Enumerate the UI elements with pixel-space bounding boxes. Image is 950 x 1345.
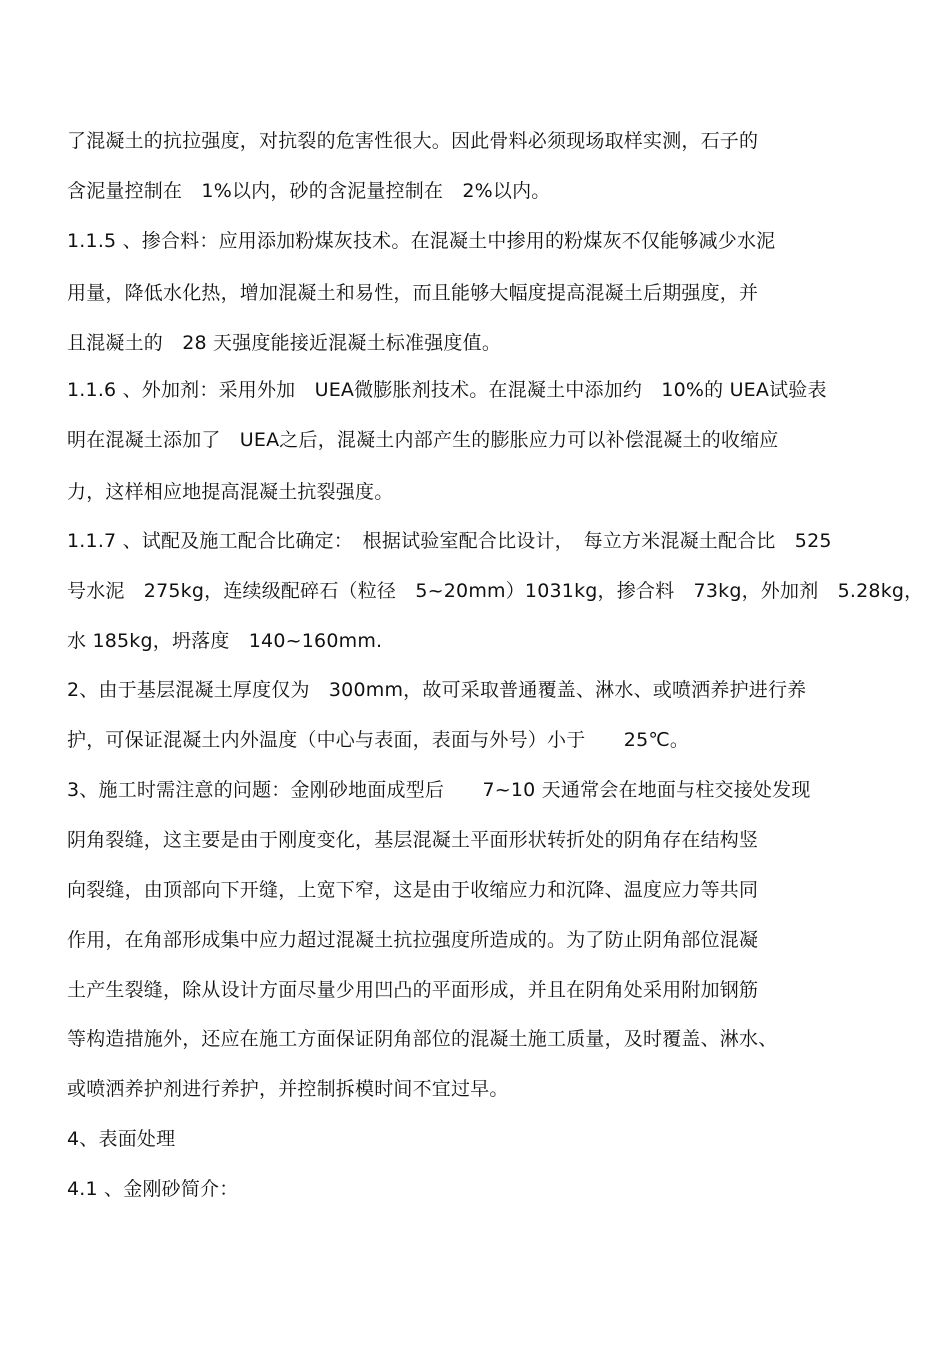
text-line: 1.1.7 、试配及施工配合比确定： 根据试验室配合比设计， 每立方米混凝土配合比 525 <box>67 530 832 552</box>
text-line: 2、由于基层混凝土厚度仅为 300mm，故可采取普通覆盖、淋水、或喷洒养护进行养 <box>67 679 807 701</box>
section-heading: 4、表面处理 <box>67 1128 176 1150</box>
text-line: 且混凝土的 28 天强度能接近混凝土标准强度值。 <box>67 332 502 354</box>
text-line: 用量，降低水化热，增加混凝土和易性，而且能够大幅度提高混凝土后期强度，并 <box>67 282 759 304</box>
text-line: 作用，在角部形成集中应力超过混凝土抗拉强度所造成的。为了防止阴角部位混凝 <box>67 929 759 951</box>
text-line: 水 185kg，坍落度 140~160mm. <box>67 630 383 652</box>
text-line: 号水泥 275kg，连续级配碎石（粒径 5~20mm）1031kg，掺合料 73kg，外加剂 5.28kg， <box>67 580 924 602</box>
text-line: 含泥量控制在 1%以内，砂的含泥量控制在 2%以内。 <box>67 180 551 202</box>
text-line: 3、施工时需注意的问题：金刚砂地面成型后 7~10 天通常会在地面与柱交接处发现 <box>67 779 811 801</box>
text-line: 土产生裂缝，除从设计方面尽量少用凹凸的平面形成，并且在阴角处采用附加钢筋 <box>67 979 759 1001</box>
text-line: 阴角裂缝，这主要是由于刚度变化，基层混凝土平面形状转折处的阴角存在结构竖 <box>67 829 759 851</box>
text-line: 1.1.6 、外加剂：采用外加 UEA微膨胀剂技术。在混凝土中添加约 10%的 UEA试验表 <box>67 379 827 401</box>
subsection-heading: 4.1 、金刚砂简介： <box>67 1178 239 1200</box>
text-line: 护，可保证混凝土内外温度（中心与表面，表面与外号）小于 25℃。 <box>67 729 690 751</box>
text-line: 明在混凝土添加了 UEA之后，混凝土内部产生的膨胀应力可以补偿混凝土的收缩应 <box>67 429 779 451</box>
text-line: 1.1.5 、掺合料：应用添加粉煤灰技术。在混凝土中掺用的粉煤灰不仅能够减少水泥 <box>67 230 776 252</box>
text-line: 或喷洒养护剂进行养护，并控制拆模时间不宜过早。 <box>67 1078 509 1100</box>
text-line: 向裂缝，由顶部向下开缝，上宽下窄，这是由于收缩应力和沉降、温度应力等共同 <box>67 879 759 901</box>
text-line: 等构造措施外，还应在施工方面保证阴角部位的混凝土施工质量，及时覆盖、淋水、 <box>67 1028 778 1050</box>
text-line: 力，这样相应地提高混凝土抗裂强度。 <box>67 481 394 503</box>
text-line: 了混凝土的抗拉强度，对抗裂的危害性很大。因此骨料必须现场取样实测，石子的 <box>67 130 759 152</box>
